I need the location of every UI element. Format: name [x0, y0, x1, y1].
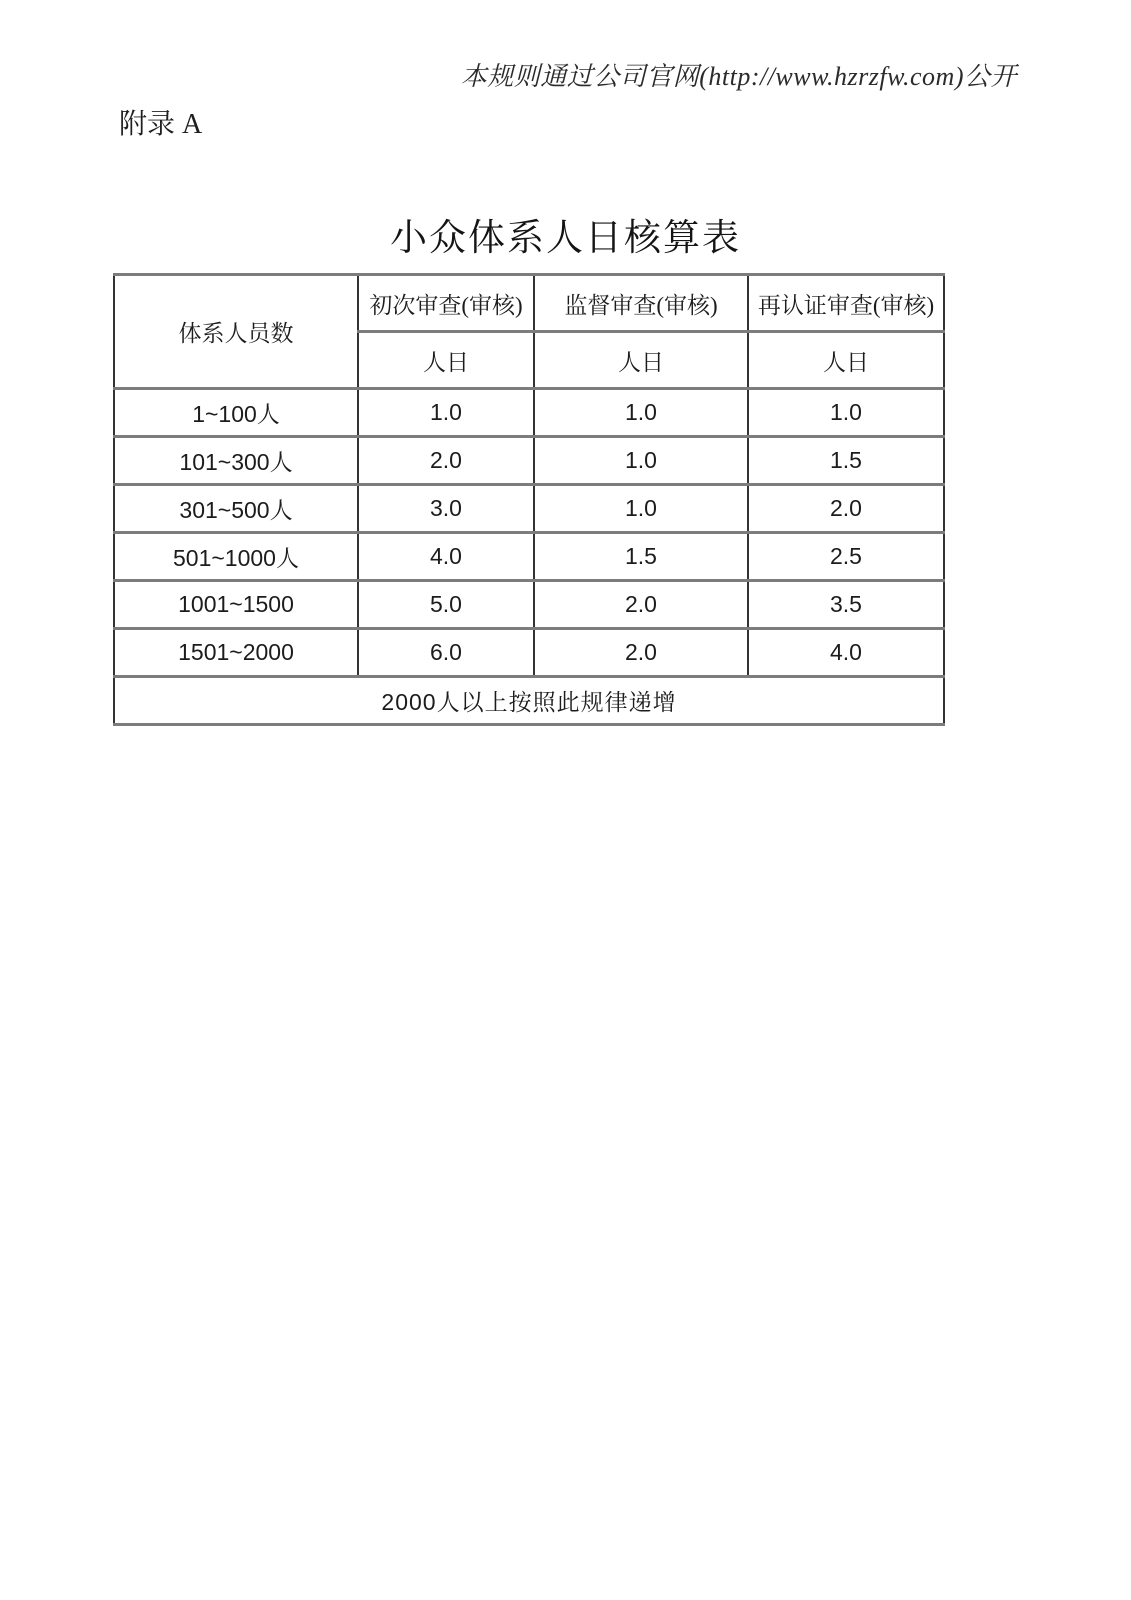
- initial-audit-value-cell: 6.0: [358, 629, 534, 677]
- personnel-range-cell: 1001~1500: [114, 581, 358, 629]
- scaling-rule-note: 2000人以上按照此规律递增: [114, 677, 944, 725]
- header-disclosure-note: 本规则通过公司官网(http://www.hzrzfw.com)公开: [460, 62, 1017, 91]
- initial-audit-value-cell: 4.0: [358, 533, 534, 581]
- table-row: [114, 629, 944, 677]
- col-header-system-personnel-count: 体系人员数: [114, 275, 358, 389]
- personnel-range-cell: 1501~2000: [114, 629, 358, 677]
- surveillance-audit-value-cell: 1.0: [534, 485, 748, 533]
- table-row: [114, 389, 944, 437]
- col-header-recertification-audit: 再认证审查(审核): [748, 275, 944, 332]
- initial-audit-value-cell: 5.0: [358, 581, 534, 629]
- surveillance-audit-value-cell: 2.0: [534, 581, 748, 629]
- table-row: [114, 437, 944, 485]
- personnel-range-cell: 1~100人: [114, 389, 358, 437]
- initial-audit-value-cell: 2.0: [358, 437, 534, 485]
- man-day-calculation-table: [113, 273, 945, 726]
- table-title: 小众体系人日核算表: [390, 218, 741, 259]
- recertification-audit-value-cell: 4.0: [748, 629, 944, 677]
- sub-header-man-day-initial: 人日: [358, 332, 534, 389]
- recertification-audit-value-cell: 2.0: [748, 485, 944, 533]
- recertification-audit-value-cell: 1.5: [748, 437, 944, 485]
- personnel-range-cell: 301~500人: [114, 485, 358, 533]
- initial-audit-value-cell: 1.0: [358, 389, 534, 437]
- initial-audit-value-cell: 3.0: [358, 485, 534, 533]
- col-header-surveillance-audit: 监督审查(审核): [534, 275, 748, 332]
- surveillance-audit-value-cell: 1.0: [534, 389, 748, 437]
- appendix-label: 附录 A: [119, 109, 203, 140]
- recertification-audit-value-cell: 2.5: [748, 533, 944, 581]
- table-row: [114, 581, 944, 629]
- sub-header-man-day-surveillance: 人日: [534, 332, 748, 389]
- table-footer-row: [114, 677, 944, 725]
- table-row: [114, 533, 944, 581]
- personnel-range-cell: 101~300人: [114, 437, 358, 485]
- recertification-audit-value-cell: 3.5: [748, 581, 944, 629]
- sub-header-man-day-recertification: 人日: [748, 332, 944, 389]
- surveillance-audit-value-cell: 1.0: [534, 437, 748, 485]
- personnel-range-cell: 501~1000人: [114, 533, 358, 581]
- header-row-audit-types: [114, 275, 944, 332]
- recertification-audit-value-cell: 1.0: [748, 389, 944, 437]
- col-header-initial-audit: 初次审查(审核): [358, 275, 534, 332]
- table-row: [114, 485, 944, 533]
- surveillance-audit-value-cell: 1.5: [534, 533, 748, 581]
- surveillance-audit-value-cell: 2.0: [534, 629, 748, 677]
